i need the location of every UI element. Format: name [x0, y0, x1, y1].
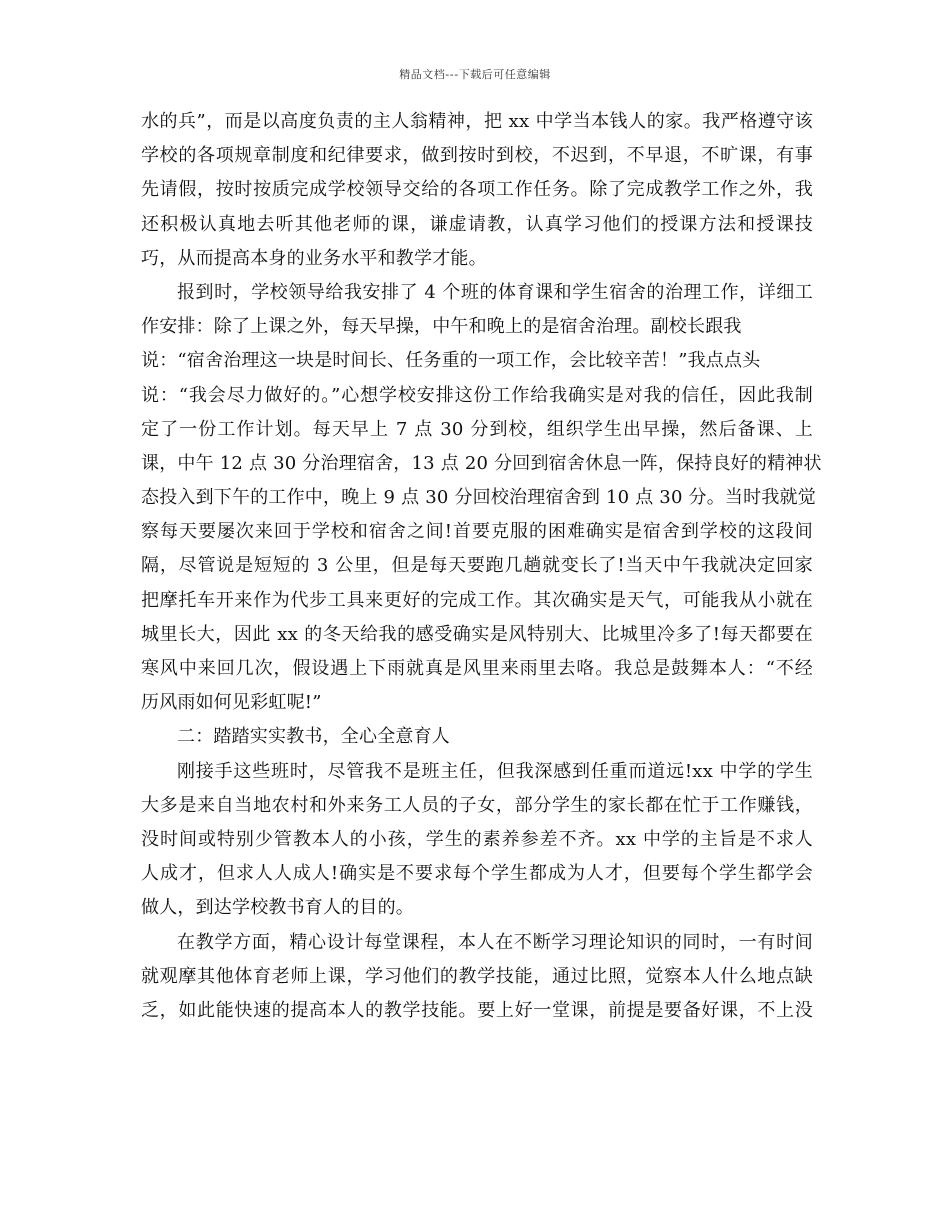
text-line: 人成才，但求人人成人!确实是不要求每个学生都成为人才，但要每个学生都学会 — [141, 863, 813, 885]
text-line: 就观摩其他体育老师上课，学习他们的教学技能，通过比照，觉察本人什么地点缺 — [141, 965, 813, 987]
text-line: 在教学方面，精心设计每堂课程，本人在不断学习理论知识的同时，一有时间 — [177, 931, 813, 953]
text-line: 报到时，学校领导给我安排了 4 个班的体育课和学生宿舍的治理工作，详细工 — [177, 281, 813, 303]
text-line: 城里长大，因此 xx 的冬天给我的感受确实是风特别大、比城里冷多了!每天都要在 — [141, 623, 813, 645]
text-line: 没时间或特别少管教本人的小孩，学生的素养参差不齐。xx 中学的主旨是不求人 — [141, 828, 813, 850]
text-line: 学校的各项规章制度和纪律要求，做到按时到校，不迟到，不早退，不旷课，有事 — [141, 145, 813, 167]
text-line: 水的兵”，而是以高度负责的主人翁精神，把 xx 中学当本钱人的家。我严格遵守该 — [141, 111, 813, 132]
text-line: 课，中午 12 点 30 分治理宿舍，13 点 20 分回到宿舍休息一阵，保持良好的精神状 — [141, 452, 822, 474]
text-line: 寒风中来回几次，假设遇上下雨就真是风里来雨里去咯。我总是鼓舞本人：“不经 — [141, 658, 813, 679]
text-line: 态投入到下午的工作中，晚上 9 点 30 分回校治理宿舍到 10 点 30 分。当时我就觉 — [141, 487, 816, 509]
text-line: 乏，如此能快速的提高本人的教学技能。要上好一堂课，前提是要备好课，不上没 — [141, 999, 813, 1021]
text-line: 隔，尽管说是短短的 3 公里，但是每天要跑几趟就变长了!当天中午我就决定回家 — [141, 555, 813, 577]
text-line: 大多是来自当地农村和外来务工人员的子女，部分学生的家长都在忙于工作赚钱， — [141, 794, 813, 816]
text-line: 做人，到达学校教书育人的目的。 — [141, 897, 414, 919]
text-line: 说：“宿舍治理这一块是时间长、任务重的一项工作，会比较辛苦！”我点点头 — [141, 350, 761, 372]
text-line: 说：“我会尽力做好的。”心想学校安排这份工作给我确实是对我的信任，因此我制 — [141, 384, 813, 406]
text-line: 把摩托车开来作为代步工具来更好的完成工作。其次确实是天气，可能我从小就在 — [141, 589, 813, 611]
document-body — [141, 105, 822, 1028]
text-line: 作安排：除了上课之外，每天早操，中午和晚上的是宿舍治理。副校长跟我 — [141, 316, 742, 338]
text-line: 察每天要屡次来回于学校和宿舍之间!首要克服的困难确实是宿舍到学校的这段间 — [141, 521, 813, 543]
text-line: 定了一份工作计划。每天早上 7 点 30 分到校，组织学生出早操，然后备课、上 — [141, 418, 813, 440]
page-header: 精品文档---下载后可任意编辑 — [399, 68, 551, 81]
text-line: 先请假，按时按质完成学校领导交给的各项工作任务。除了完成教学工作之外，我 — [141, 179, 813, 201]
text-line: 还积极认真地去听其他老师的课，谦虚请教，认真学习他们的授课方法和授课技 — [141, 213, 813, 235]
text-line: 历风雨如何见彩虹呢!” — [141, 692, 322, 714]
text-line: 二：踏踏实实教书，全心全意育人 — [177, 726, 450, 748]
text-line: 巧，从而提高本身的业务水平和教学才能。 — [141, 247, 487, 269]
text-line: 刚接手这些班时，尽管我不是班主任，但我深感到任重而道远!xx 中学的学生 — [177, 760, 813, 782]
